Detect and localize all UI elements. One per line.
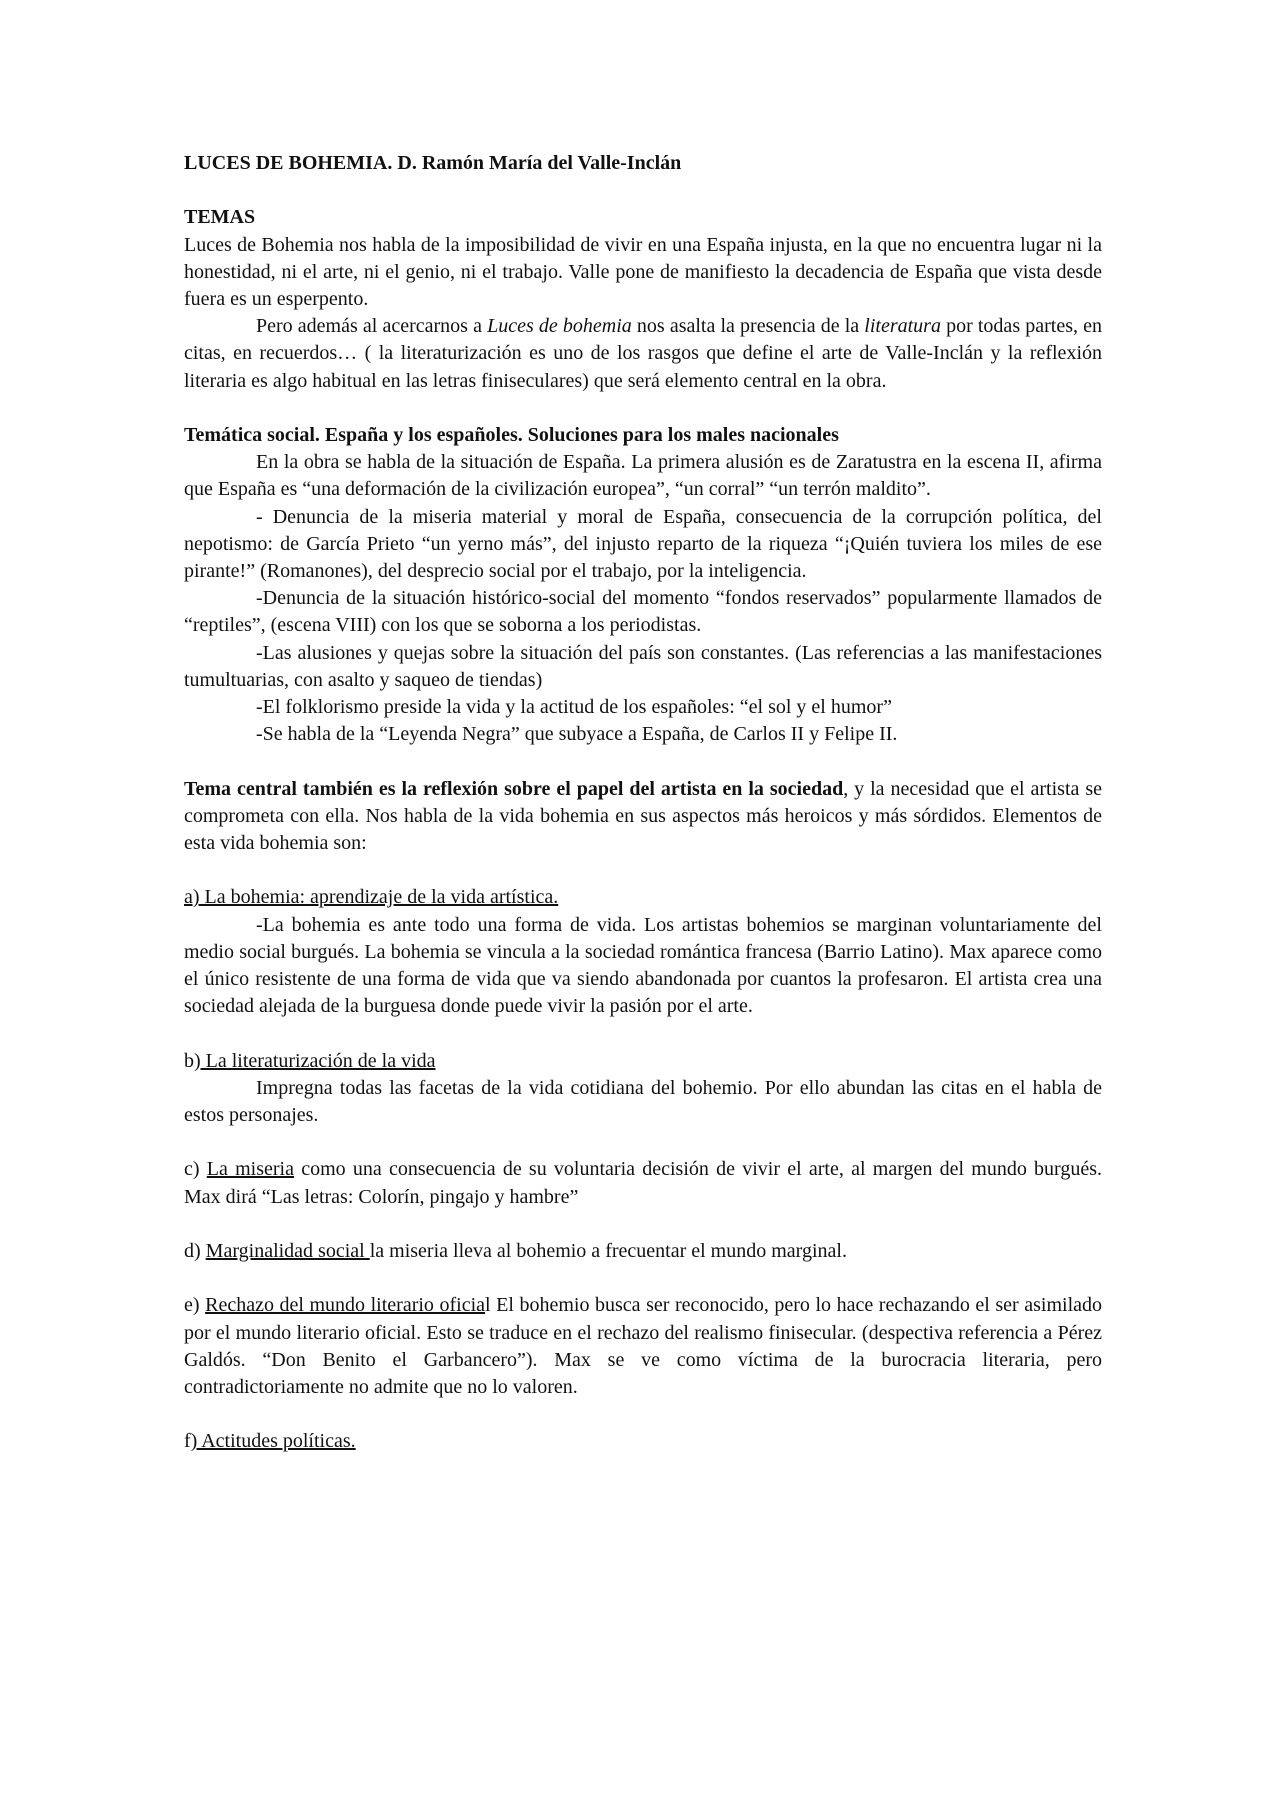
subsection-e-term: Rechazo del mundo literario oficia <box>205 1294 486 1317</box>
list-marker: f <box>184 1430 191 1453</box>
subsection-a-paragraph: -La bohemia es ante todo una forma de vida. Los artistas bohemios se marginan voluntariamente del medio social burgués. La bohemia se vincula a la sociedad romántica francesa (Barrio Latino). Max aparece como el único resistente de una forma de vida que va siendo abandonada por cuantos la profesaron. El artista crea una sociedad alejada de la burguesa donde puede vivir la pasión por el arte. <box>184 913 1102 1018</box>
list-marker: c) <box>184 1158 207 1181</box>
subsection-b-title: ) La literaturización de la vida <box>194 1049 436 1072</box>
text-run: nos asalta la presencia de la <box>631 315 865 338</box>
section-heading-social: Temática social. España y los españoles. Soluciones para los males nacionales <box>184 424 839 446</box>
subsection-d-paragraph <box>184 1238 1102 1265</box>
section-heading-temas: TEMAS <box>184 206 256 229</box>
social-paragraph-1: En la obra se habla de la situación de España. La primera alusión es de Zaratustra en la escena II, afirma que España es “una deformación de la civilización europea”, “un corral” “un terrón maldito”. <box>184 451 1102 501</box>
text-run: como una consecuencia de su voluntaria decisión de vivir el arte, al margen del mundo burgués. Max dirá “Las letras: Colorín, pingajo y hambre” <box>184 1158 1103 1208</box>
text-run: la miseria lleva al bohemio a frecuentar el mundo marginal. <box>369 1240 847 1263</box>
spacer <box>184 1211 1102 1238</box>
text-run: , y la necesidad que el artista se comprometa con ella. Nos habla de la vida bohemia en sus aspectos más heroicos y más sórdidos. Elementos de esta vida bohemia son: <box>184 777 1102 855</box>
text-run: Pero además al acercarnos a <box>256 315 488 338</box>
spacer <box>184 857 1102 884</box>
text-run: l El bohemio busca ser reconocido, pero lo hace rechazando el ser asimilado por el mundo literario oficial. Esto se traduce en el rechazo del realismo finisecular. (despectiva referencia a Pérez Galdós. “Don Benito el Garbancero”). Max se ve como víctima de la burocracia literaria, pero contradictoriamente no admite que no lo valoren. <box>184 1294 1103 1399</box>
spacer <box>184 177 1102 204</box>
spacer <box>184 1265 1102 1292</box>
document-title: LUCES DE BOHEMIA. D. Ramón María del Valle-Inclán <box>184 152 682 174</box>
artista-lead-bold: Tema central también es la reflexión sobre el papel del artista en la sociedad <box>184 777 844 800</box>
social-paragraph-3: -Denuncia de la situación histórico-social del momento “fondos reservados” popularmente llamados de “reptiles”, (escena VIII) con los que se soborna a los periodistas. <box>184 587 1102 637</box>
subsection-c-term: La miseria <box>206 1158 294 1181</box>
italic-title-luces: Luces de bohemia <box>487 315 632 338</box>
subsection-heading-a: a) La bohemia: aprendizaje de la vida artística. <box>184 886 559 909</box>
list-marker: b <box>184 1049 194 1072</box>
spacer <box>184 395 1102 422</box>
subsection-e-paragraph <box>184 1292 1102 1401</box>
social-paragraph-5: -El folklorismo preside la vida y la actitud de los españoles: “el sol y el humor” <box>256 696 892 719</box>
subsection-c-paragraph <box>184 1156 1102 1210</box>
subsection-b-paragraph: Impregna todas las facetas de la vida cotidiana del bohemio. Por ello abundan las citas en el habla de estos personajes. <box>184 1076 1102 1127</box>
temas-paragraph-1: Luces de Bohemia nos habla de la imposibilidad de vivir en una España injusta, en la que no encuentra lugar ni la honestidad, ni el arte, ni el genio, ni el trabajo. Valle pone de manifiesto la decadencia de España que vista desde fuera es un esperpento. <box>184 233 1102 310</box>
artista-paragraph <box>184 776 1102 858</box>
spacer <box>184 748 1102 775</box>
spacer <box>184 1129 1102 1156</box>
subsection-f-title: ) Actitudes políticas. <box>190 1430 356 1453</box>
spacer <box>184 1020 1102 1047</box>
document-page <box>184 150 1102 1456</box>
list-marker: d) <box>184 1240 206 1263</box>
social-paragraph-2: - Denuncia de la miseria material y moral de España, consecuencia de la corrupción política, del nepotismo: de García Prieto “un yerno más”, del injusto reparto de la riqueza “¡Quién tuviera los miles de ese pirante!” (Romanones), del desprecio social por el trabajo, por la inteligencia. <box>184 505 1102 583</box>
spacer <box>184 1401 1102 1428</box>
subsection-heading-f <box>184 1428 1102 1455</box>
subsection-d-term: Marginalidad social <box>205 1240 370 1263</box>
subsection-heading-b <box>184 1048 1102 1075</box>
list-marker: e) <box>184 1294 206 1317</box>
text-run: por todas partes, en citas, en recuerdos… ( la literaturización es uno de los rasgos que define el arte de Valle-Inclán y la reflexión literaria es algo habitual en las letras finiseculares) que será elemento central en la obra. <box>184 315 1102 392</box>
italic-literatura: literatura <box>864 315 941 338</box>
temas-paragraph-2 <box>184 313 1102 395</box>
social-paragraph-4: -Las alusiones y quejas sobre la situación del país son constantes. (Las referencias a las manifestaciones tumultuarias, con asalto y saqueo de tiendas) <box>184 641 1102 691</box>
social-paragraph-6: -Se habla de la “Leyenda Negra” que subyace a España, de Carlos II y Felipe II. <box>256 723 898 746</box>
